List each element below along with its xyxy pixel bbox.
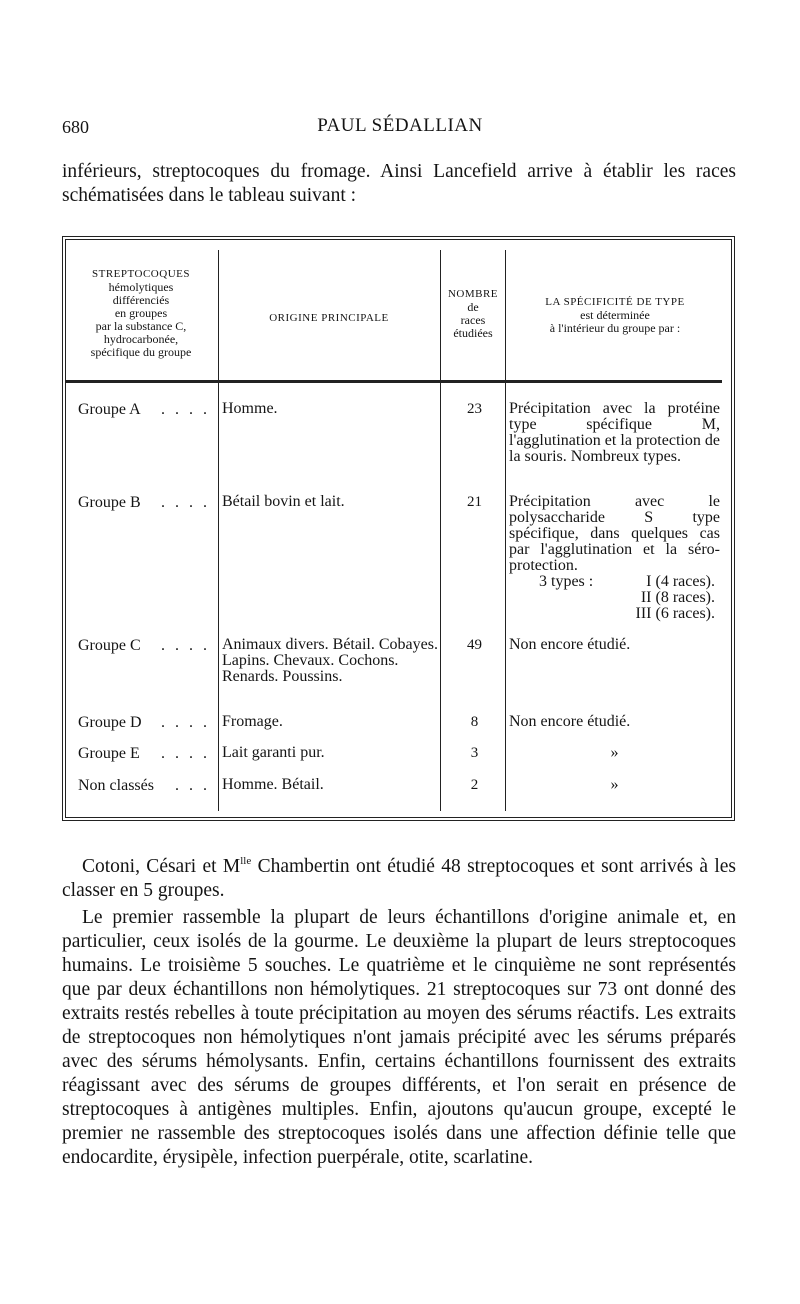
header-line: spécifique du groupe	[90, 345, 192, 359]
header-line: hémolytiques	[108, 280, 174, 294]
header-line: à l'intérieur du groupe par :	[549, 321, 681, 335]
row-group-c-origin: Animaux divers. Bétail. Cobayes. Lapins. Chevaux. Cochons. Renards. Poussins.	[222, 636, 438, 685]
header-line: étudiées	[453, 326, 493, 340]
row-group-b-count: 21	[467, 494, 482, 510]
row-group-a-count: 23	[467, 401, 482, 417]
header-line: en groupes	[114, 306, 168, 320]
paragraph-groups: Le premier rassemble la plupart de leurs échantillons d'origine animale et, en particulier, ceux isolés de la gourme. Le deuxième la plupart de leurs streptocoques humains. Le troisième 5 souches. Le quatrième et le cinquième ne sont représentés que par deux échantillons non hémolytiques. 21 streptocoques sur 73 ont donné des extraits restés rebelles à toute précipitation au moyen des sérums réactifs. Les extraits de streptocoques non hémolytiques n'ont jamais précipité avec les sérums préparés avec des sérums hémolysants. Enfin, certains échantillons fournissent des extraits réagissant avec des sérums de groupes différents, et l'on serait en présence de streptocoques à antigènes multiples. Enfin, ajoutons qu'aucun groupe, excepté le premier ne rassemble des streptocoques isolés dans une affection définie telle que endocardite, érysipèle, infection puerpérale, otite, scarlatine.	[62, 907, 736, 1168]
row-group-d-specificity: Non encore étudié.	[509, 713, 631, 730]
paragraph-cotoni	[62, 855, 736, 903]
paragraph-text: Cotoni, Césari et M	[82, 856, 241, 877]
paragraph-text: Chambertin ont étudié 48 streptocoques et sont arrivés à les classer en 5 groupes.	[62, 856, 736, 901]
page-number: 680	[62, 117, 89, 137]
row-group-b-label: Groupe B . . . .	[78, 494, 210, 511]
header-specificite	[507, 296, 723, 335]
row-group-b-types	[509, 574, 715, 622]
header-line: LA SPÉCIFICITÉ DE TYPE	[545, 296, 685, 308]
header-streptocoques	[66, 268, 216, 359]
row-group-d-label: Groupe D . . . .	[78, 714, 210, 731]
header-line: hydrocarbonée,	[103, 332, 179, 346]
row-group-a-label: Groupe A . . . .	[78, 401, 210, 418]
header-line: par la substance C,	[95, 319, 187, 333]
types-label: 3 types :	[539, 573, 594, 590]
row-group-d-count: 8	[470, 714, 479, 730]
type-value: I (4 races).	[646, 573, 715, 590]
column-rule-1	[218, 250, 219, 811]
row-group-e-origin: Lait garanti pur.	[222, 744, 325, 761]
row-group-e-specificity: »	[610, 744, 619, 761]
header-line: est déterminée	[580, 308, 650, 322]
header-nombre	[441, 288, 505, 340]
row-group-c-label: Groupe C . . . .	[78, 637, 210, 654]
row-unclassified-specificity: »	[610, 776, 619, 793]
header-line: NOMBRE	[447, 288, 499, 300]
row-group-a-origin: Homme.	[222, 400, 278, 417]
row-group-e-count: 3	[470, 745, 479, 761]
row-unclassified-label: Non classés . . .	[78, 777, 210, 794]
header-line: de	[467, 300, 479, 314]
type-value: II (8 races).	[640, 589, 715, 606]
row-group-b-specificity: Précipitation avec le polysaccharide S type spécifique, dans quelques cas par l'agglutination et la séro-protection.	[509, 493, 720, 574]
intro-paragraph: inférieurs, streptocoques du fromage. Ainsi Lancefield arrive à établir les races schématisées dans le tableau suivant :	[62, 161, 736, 206]
row-group-d-origin: Fromage.	[222, 713, 283, 730]
header-line: STREPTOCOQUES	[92, 268, 190, 280]
running-title: PAUL SÉDALLIAN	[317, 115, 483, 136]
row-group-c-count: 49	[467, 637, 482, 653]
header-rule	[66, 380, 722, 383]
row-group-b-origin: Bétail bovin et lait.	[222, 493, 345, 510]
header-origine: ORIGINE PRINCIPALE	[269, 312, 389, 324]
superscript: lle	[240, 855, 252, 867]
header-line: races	[460, 313, 486, 327]
row-unclassified-origin: Homme. Bétail.	[222, 776, 324, 793]
row-group-a-specificity: Précipitation avec la protéine type spécifique M, l'agglutination et la protection de la souris. Nombreux types.	[509, 400, 720, 465]
row-group-e-label: Groupe E . . . .	[78, 745, 210, 762]
row-group-c-specificity: Non encore étudié.	[509, 636, 631, 653]
type-value: III (6 races).	[635, 605, 715, 622]
row-unclassified-count: 2	[470, 777, 479, 793]
header-line: différenciés	[112, 293, 170, 307]
